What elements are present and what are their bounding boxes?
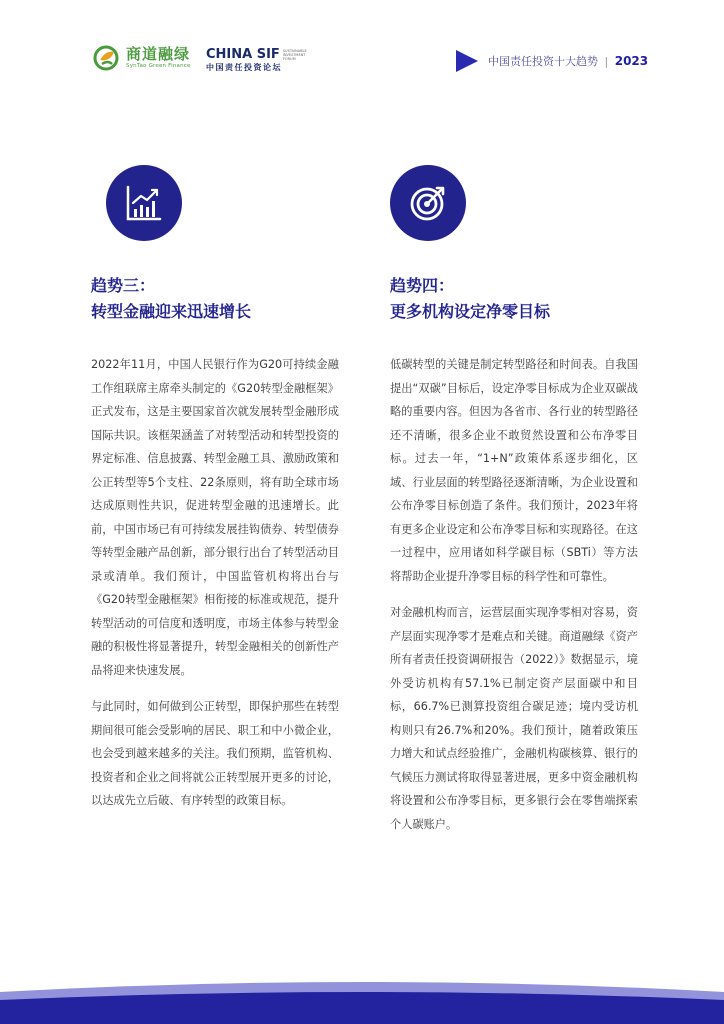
page-header xyxy=(0,0,724,100)
bar-chart-icon xyxy=(124,183,164,223)
syntao-leaf-icon xyxy=(92,44,120,72)
trend-four-title: 更多机构设定净零目标 xyxy=(390,302,551,321)
trend-three-label: 趋势三： xyxy=(91,276,156,295)
trend-three-body xyxy=(91,353,339,813)
target-icon xyxy=(407,182,449,224)
china-sif-logo-cn: 中国责任投资论坛 xyxy=(206,63,282,72)
footer-wave-decoration xyxy=(0,972,724,1024)
trend-four-label: 趋势四： xyxy=(390,276,455,295)
doc-title-separator: | xyxy=(604,55,609,68)
china-sif-logo-small: SUSTAINABLE INVESTMENT FORUM xyxy=(282,49,307,61)
syntao-logo xyxy=(92,44,191,72)
syntao-logo-en: SynTao Green Finance xyxy=(126,63,191,69)
trend-four-paragraph-2: 对金融机构而言，运营层面实现净零相对容易，资产层面实现净零才是难点和关键。商道融绿《资产所有者责任投资调研报告（2022）》数据显示，境外受访机构有57.1%已制定资产层面碳中和目标，66.7%已测算投资组合碳足迹；境内受访机构则只有26.7%和20%。我们预计，随着政策压力增大和试点经验推广，金融机构碳核算、银行的气候压力测试将取得显著进展，更多中资金融机构将设置和公布净零目标，更多银行会在零售端探索个人碳账户。 xyxy=(390,606,638,831)
trend-three-title: 转型金融迎来迅速增长 xyxy=(91,302,252,321)
trend-four-icon-badge xyxy=(390,165,466,241)
doc-year: 2023 xyxy=(614,54,649,68)
syntao-logo-cn: 商道融绿 xyxy=(126,45,191,63)
trend-three-paragraph-2: 与此同时，如何做到公正转型，即保护那些在转型期间很可能会受影响的居民、职工和中小微企业，也会受到越来越多的关注。我们预期，监管机构、投资者和企业之间将就公正转型展开更多的讨论，以达成先立后破、有序转型的政策目标。 xyxy=(91,700,339,807)
china-sif-logo xyxy=(206,48,309,74)
trend-three-column xyxy=(91,150,339,826)
trend-four-column xyxy=(390,150,638,849)
trend-four-body xyxy=(390,353,638,836)
trend-three-icon-badge xyxy=(106,165,182,241)
doc-title xyxy=(488,53,648,69)
china-sif-logo-en: CHINA SIF xyxy=(206,47,280,62)
trend-three-paragraph-1: 2022年11月，中国人民银行作为G20可持续金融工作组联席主席牵头制定的《G20转型金融框架》正式发布，这是主要国家首次就发展转型金融形成国际共识。该框架涵盖了对转型活动和转型投资的界定标准、信息披露、转型金融工具、激励政策和公正转型等5个支柱、22条原则，将有助全球市场达成原则性共识，促进转型金融的迅速增长。此前，中国市场已有可持续发展挂钩债券、转型债券等转型金融产品创新，部分银行出台了转型活动目录或清单。我们预计，中国监管机构将出台与《G20转型金融框架》相衔接的标准或规范，提升转型活动的可信度和透明度，市场主体参与转型金融的积极性将显著提升，转型金融相关的创新性产品将迎来快速发展。 xyxy=(91,358,339,677)
doc-title-text: 中国责任投资十大趋势 xyxy=(488,55,598,68)
play-triangle-icon xyxy=(456,50,478,72)
trend-four-paragraph-1: 低碳转型的关键是制定转型路径和时间表。自我国提出“双碳”目标后，设定净零目标成为企业双碳战略的重要内容。但因为各省市、各行业的转型路径还不清晰，很多企业不敢贸然设置和公布净零目标。过去一年，“1+N”政策体系逐步细化，区域、行业层面的转型路径逐渐清晰，为企业设置和公布净零目标创造了条件。我们预计，2023年将有更多企业设定和公布净零目标和实现路径。在这一过程中，应用诸如科学碳目标（SBTi）等方法将帮助企业提升净零目标的科学性和可靠性。 xyxy=(390,358,638,583)
